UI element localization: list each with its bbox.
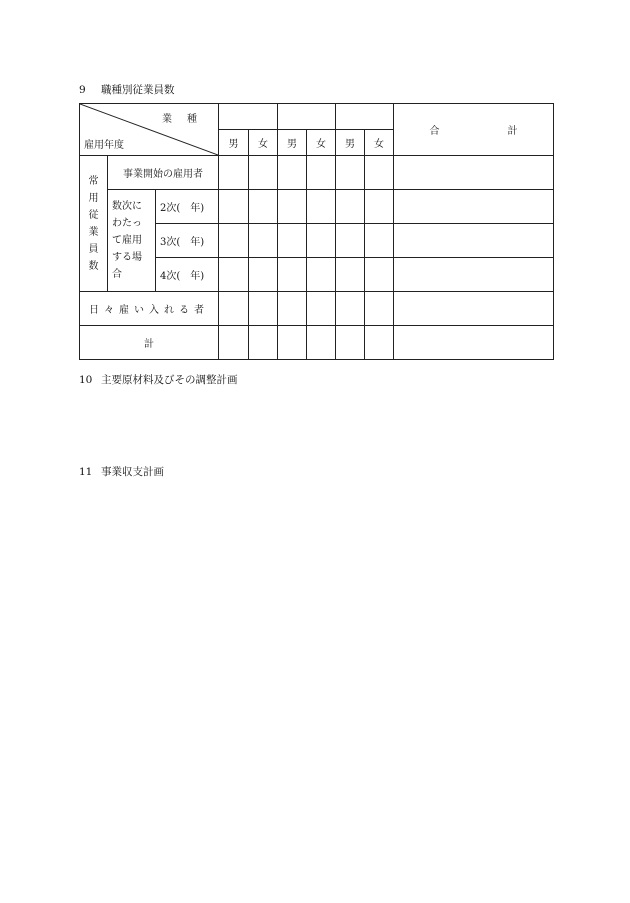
section-10-heading	[79, 372, 238, 387]
year-row-label: 2次( 年)	[156, 190, 219, 224]
gender-male: 男	[278, 130, 307, 156]
industry-col-1	[219, 104, 278, 130]
year-row-label: 4次( 年)	[156, 258, 219, 292]
daily-hire-label: 日々雇い入れる者	[80, 292, 219, 326]
section-9-heading	[79, 82, 175, 97]
hire-year-header: 雇用年度	[84, 140, 124, 151]
gender-female: 女	[307, 130, 336, 156]
industry-header: 業種	[162, 114, 213, 125]
regular-employees-label: 常 用 従 業 員 数	[80, 156, 108, 292]
gender-female: 女	[249, 130, 278, 156]
total-row-label: 計	[80, 326, 219, 360]
multi-year-label: 数次に わたっ て雇用 する場 合	[108, 190, 156, 292]
section-number: 9	[79, 84, 86, 96]
total-header-right: 計	[507, 126, 518, 137]
year-row-label: 3次( 年)	[156, 224, 219, 258]
section-title: 事業収支計画	[101, 466, 164, 478]
section-title: 主要原材料及びその調整計画	[101, 374, 238, 386]
industry-col-3	[336, 104, 394, 130]
diagonal-header-cell	[80, 104, 219, 156]
row-label-start: 事業開始の雇用者	[108, 156, 219, 190]
industry-col-2	[278, 104, 336, 130]
gender-male: 男	[219, 130, 249, 156]
section-number: 11	[79, 466, 93, 478]
section-11-heading	[79, 464, 164, 479]
gender-female: 女	[365, 130, 394, 156]
total-header-left: 合	[429, 126, 440, 137]
employee-count-table	[79, 103, 554, 360]
gender-male: 男	[336, 130, 365, 156]
section-title: 職種別従業員数	[101, 84, 175, 96]
section-number: 10	[79, 374, 93, 386]
total-header	[394, 104, 554, 156]
